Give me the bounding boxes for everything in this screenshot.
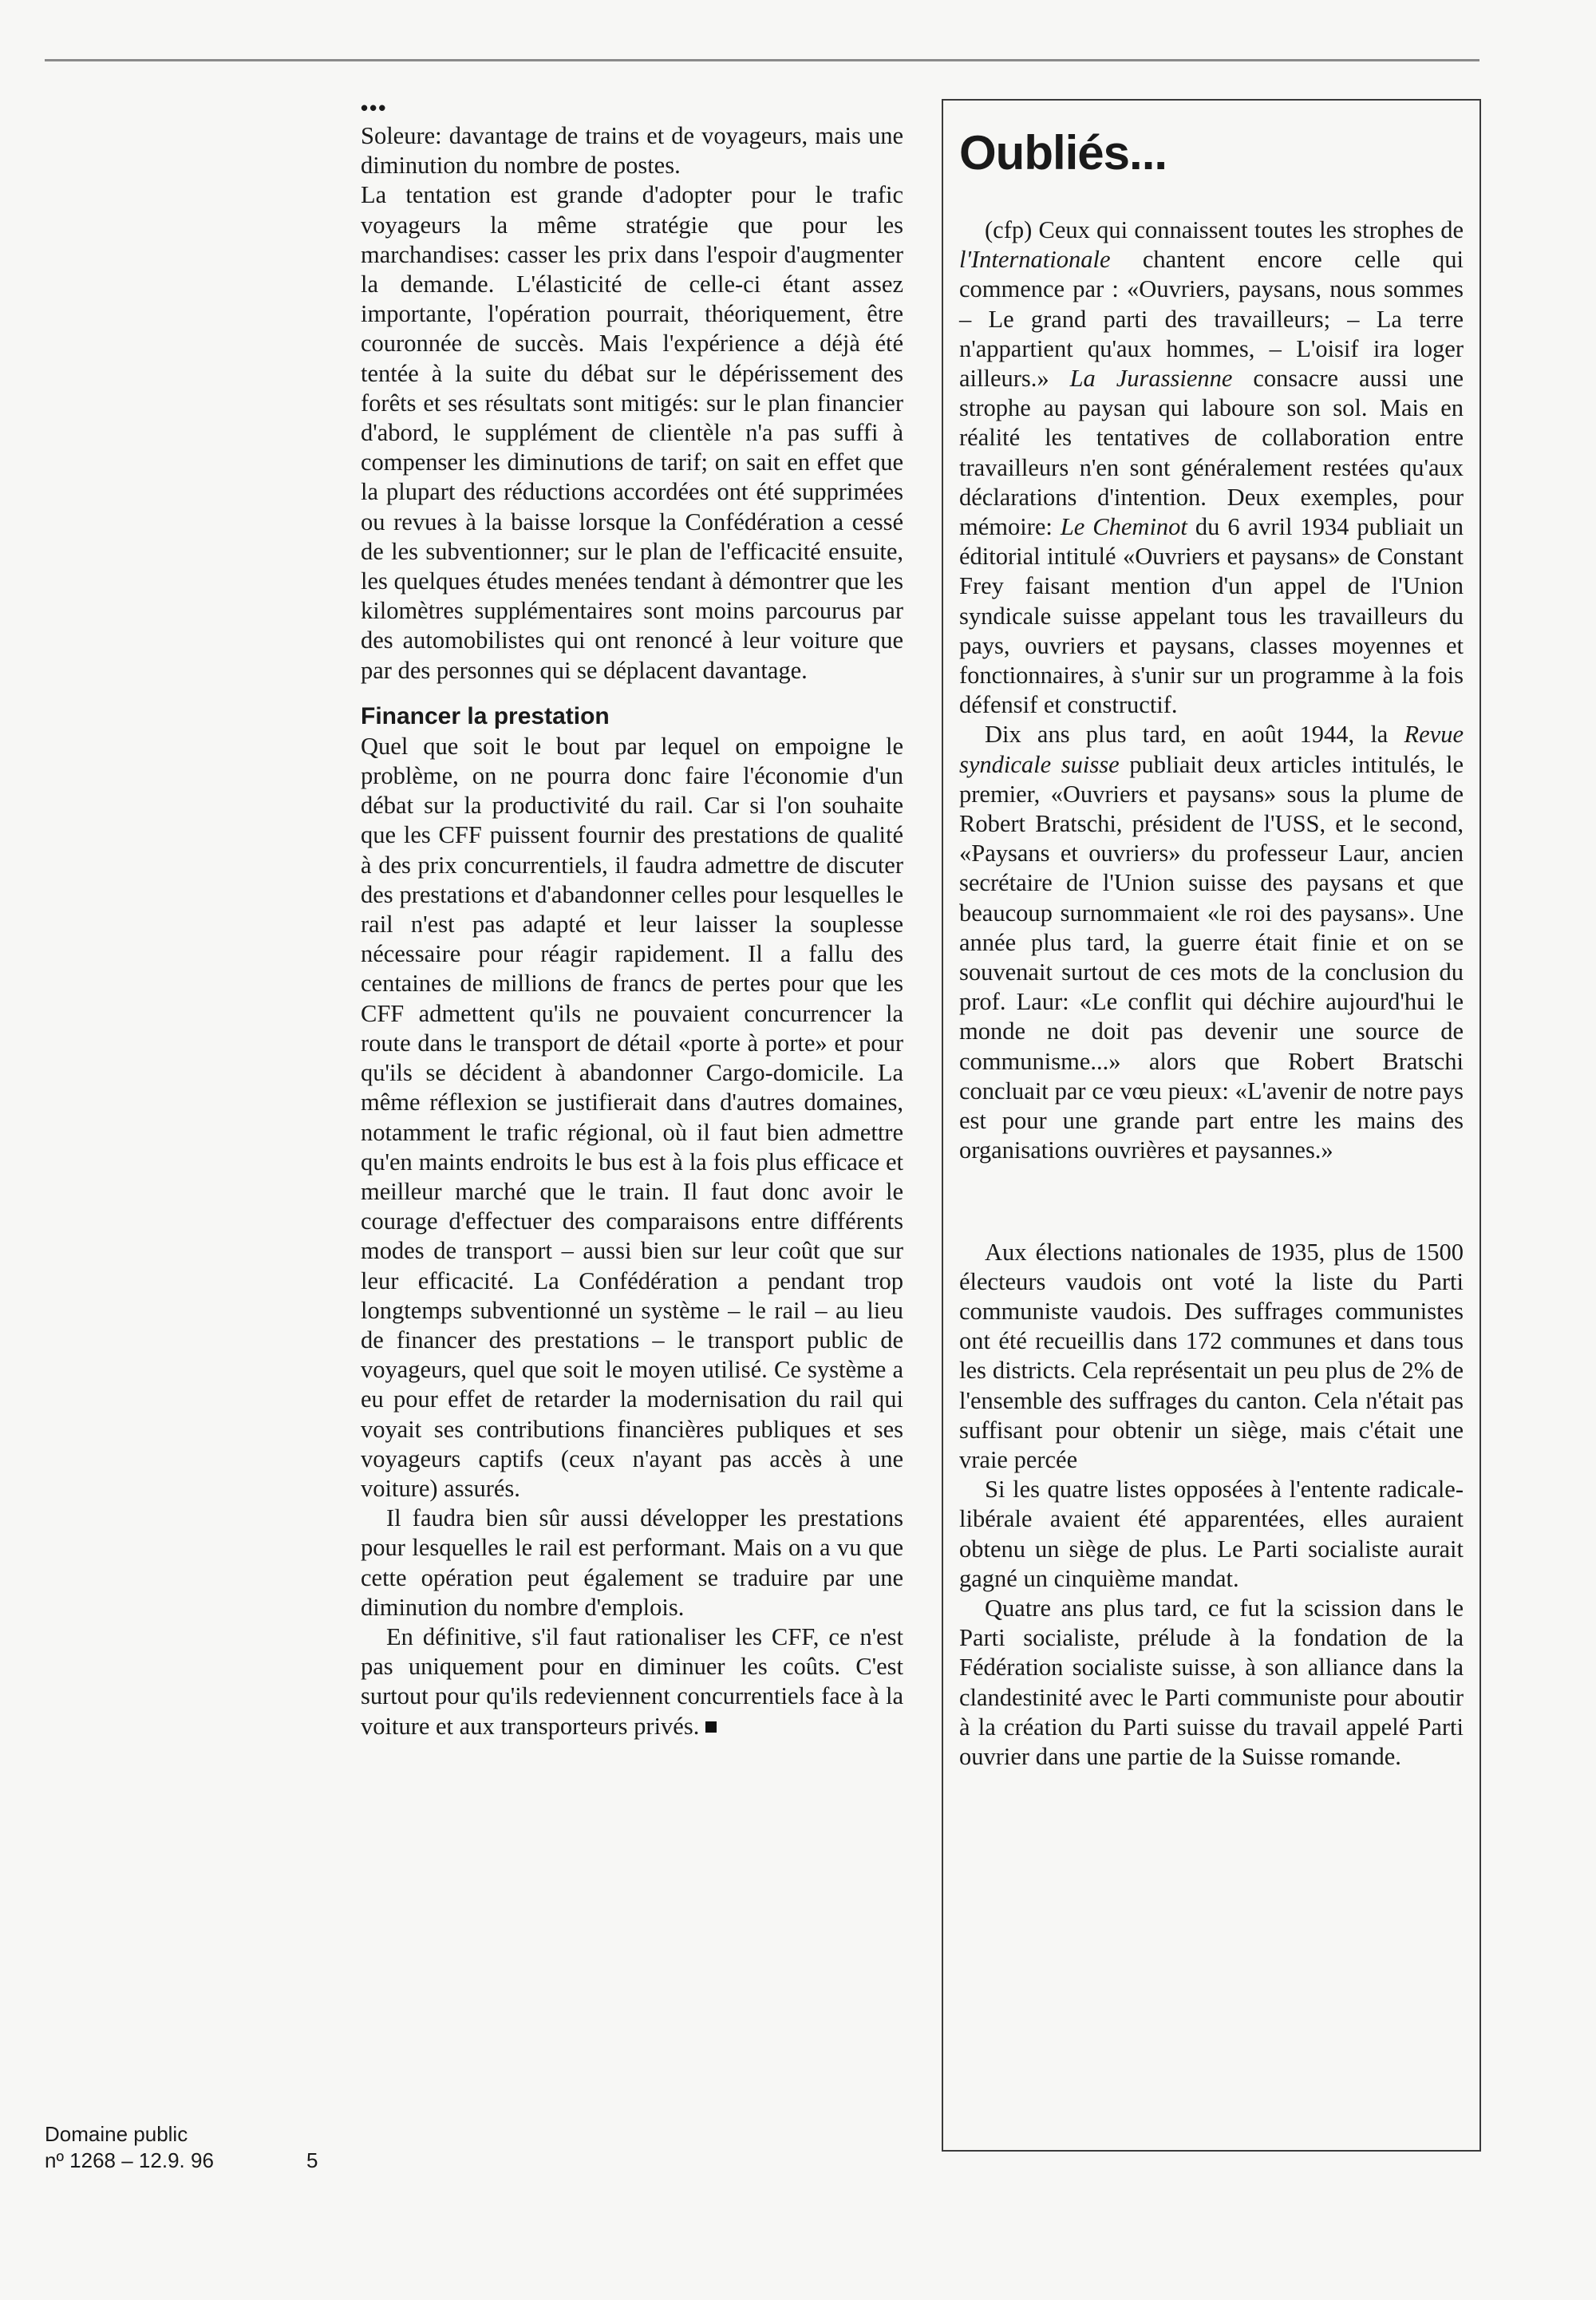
box-paragraph-1 <box>959 215 1464 720</box>
box-p2-title-revue: Revue syndicale suisse <box>959 721 1464 778</box>
box-spacer <box>959 1166 1464 1238</box>
article-paragraph-3: Quel que soit le bout par lequel on empoigne le problème, on ne pourra donc faire l'économie d'un débat sur la productivité du rail. Car si l'on souhaite que les CFF puissent fournir des prestations de qualité à des prix concurrentiels, il faudra admettre de discuter des prestations et d'abandonner celles pour lesquelles le rail n'est pas adapté et leur laisser la souplesse nécessaire pour réagir rapidement. Il a fallu des centaines de millions de francs de pertes pour que les CFF admettent qu'ils ne pouvaient concurrencer la route dans le transport de détail «porte à porte» et pour qu'ils se décident à abandonner Cargo-domicile. La même réflexion se justifierait dans d'autres domaines, notamment le trafic régional, où il faut bien admettre qu'en maints endroits le bus est à la fois plus efficace et meilleur marché que le train. Il faut donc avoir le courage d'effectuer des comparaisons entre différents modes de transport – aussi bien sur leur coût que sur leur efficacité. La Confédération a pendant trop longtemps subventionné un système – le rail – au lieu de financer des prestations – le transport public de voyageurs, quel que soit le moyen utilisé. Ce système a eu pour effet de retarder la modernisation du rail qui voyait ses contributions financières publiques et ses voyageurs captifs (ceux n'ayant pas accès à une voiture) assurés. <box>361 732 903 1502</box>
box-p1-title-jurassienne: La Jurassienne <box>1069 365 1233 393</box>
article-paragraph-4: Il faudra bien sûr aussi développer les prestations pour lesquelles le rail est performant. Mais on a vu que cette opération peut également se traduire par une diminution du nombre d'emplois. <box>361 1504 903 1621</box>
article-paragraph-1: Soleure: davantage de trains et de voyageurs, mais une diminution du nombre de postes. <box>361 122 903 180</box>
end-of-article-mark <box>705 1721 717 1733</box>
box-p1-text-d: du 6 avril 1934 publiait un éditorial intitulé «Ouvriers et paysans» de Constant Frey faisant mention d'un appel de l'Union syndicale suisse appelant tous les travailleurs du pays, ouvriers et paysans, classes moyennes et fonctionnaires, à s'unir sur un programme à la fois défensif et constructif. <box>959 513 1464 719</box>
box-title: Oubliés... <box>959 126 1167 180</box>
footer-publication-info <box>45 2121 214 2174</box>
box-paragraph-5: Quatre ans plus tard, ce fut la scission dans le Parti socialiste, prélude à la fondation de la Fédération socialiste suisse, à son alliance dans la clandestinité avec le Parti communiste pour aboutir à la création du Parti suisse du travail appelé Parti ouvrier dans une partie de la Suisse romande. <box>959 1594 1464 1770</box>
box-p1-title-cheminot: Le Cheminot <box>1060 513 1187 541</box>
article-paragraph-5 <box>361 1622 903 1741</box>
article-paragraph-5-text: En définitive, s'il faut rationaliser les CFF, ce n'est pas uniquement pour en diminuer les coûts. C'est surtout pour qu'ils redeviennent concurrentiels face à la voiture et aux transporteurs privés. <box>361 1622 903 1740</box>
box-p2-text-a: Dix ans plus tard, en août 1944, la <box>985 721 1404 749</box>
box-p1-text-b: chantent encore celle qui commence par : «Ouvriers, paysans, nous sommes – Le grand parti des travailleurs; – La terre n'appartient qu'aux hommes, – L'oisif ira loger ailleurs.» <box>959 246 1464 393</box>
top-rule <box>45 59 1479 61</box>
section-heading: Financer la prestation <box>361 702 610 729</box>
box-p1-title-internationale: l'Internationale <box>959 246 1111 274</box>
box-p2-text-b: publiait deux articles intitulés, le premier, «Ouvriers et paysans» sous la plume de Robert Bratschi, président de l'USS, et le second, «Paysans et ouvriers» du professeur Laur, ancien secrétaire de l'Union suisse des paysans et que beaucoup surnommaient «le roi des paysans». Une année plus tard, la guerre était finie et on se souvenait surtout de ces mots de la conclusion du prof. Laur: «Le conflit qui déchire aujourd'hui le monde ne doit pas devenir une source de communisme...» alors que Robert Bratschi concluait par ce vœu pieux: «L'avenir de notre pays est pour une grande part entre les mains des organisations ouvrières et paysannes.» <box>959 750 1464 1164</box>
sidebar-box-oublies <box>942 99 1481 2152</box>
publication-name: Domaine public <box>45 2122 188 2146</box>
box-p1-text-c: consacre aussi une strophe au paysan qui laboure son sol. Mais en réalité les tentatives de collaboration entre travailleurs n'en sont généralement restées qu'aux déclarations d'intention. Deux exemples, pour mémoire: <box>959 365 1464 541</box>
box-p1-text-a: (cfp) Ceux qui connaissent toutes les strophes de <box>985 216 1464 243</box>
continuation-mark: ••• <box>361 96 388 120</box>
box-paragraph-2 <box>959 720 1464 1165</box>
issue-number-date: nº 1268 – 12.9. 96 <box>45 2148 214 2172</box>
article-paragraph-2: La tentation est grande d'adopter pour le trafic voyageurs la même stratégie que pour les marchandises: casser les prix dans l'espoir d'augmenter la demande. L'élasticité de celle-ci étant assez importante, l'opération pourrait, théoriquement, être couronnée de succès. Mais l'expérience a déjà été tentée à la suite du débat sur le dépérissement des forêts et ses résultats sont mitigés: sur le plan financier d'abord, le supplément de clientèle n'a pas suffi à compenser les diminutions de tarif; on sait en effet que la plupart des réductions accordées ont été supprimées ou revues à la baisse lorsque la Confédération a cessé de les subventionner; sur le plan de l'efficacité ensuite, les quelques études menées tendant à démontrer que les kilomètres supplémentaires sont moins parcourus par des automobilistes qui ont renoncé à leur voiture que par des personnes qui se déplacent davantage. <box>361 181 903 684</box>
box-paragraph-3: Aux élections nationales de 1935, plus de 1500 électeurs vaudois ont voté la liste du Parti communiste vaudois. Des suffrages communistes ont été recueillis dans 172 communes et dans tous les districts. Cela représentait un peu plus de 2% de l'ensemble des suffrages du canton. Cela n'était pas suffisant pour obtenir un siège, mais c'était une vraie percée <box>959 1238 1464 1473</box>
page-number: 5 <box>306 2148 318 2172</box>
box-paragraph-4: Si les quatre listes opposées à l'entente radicale-libérale avaient été apparentées, elles auraient obtenu un siège de plus. Le Parti socialiste aurait gagné un cinquième mandat. <box>959 1476 1464 1592</box>
main-article-column <box>361 94 903 1741</box>
